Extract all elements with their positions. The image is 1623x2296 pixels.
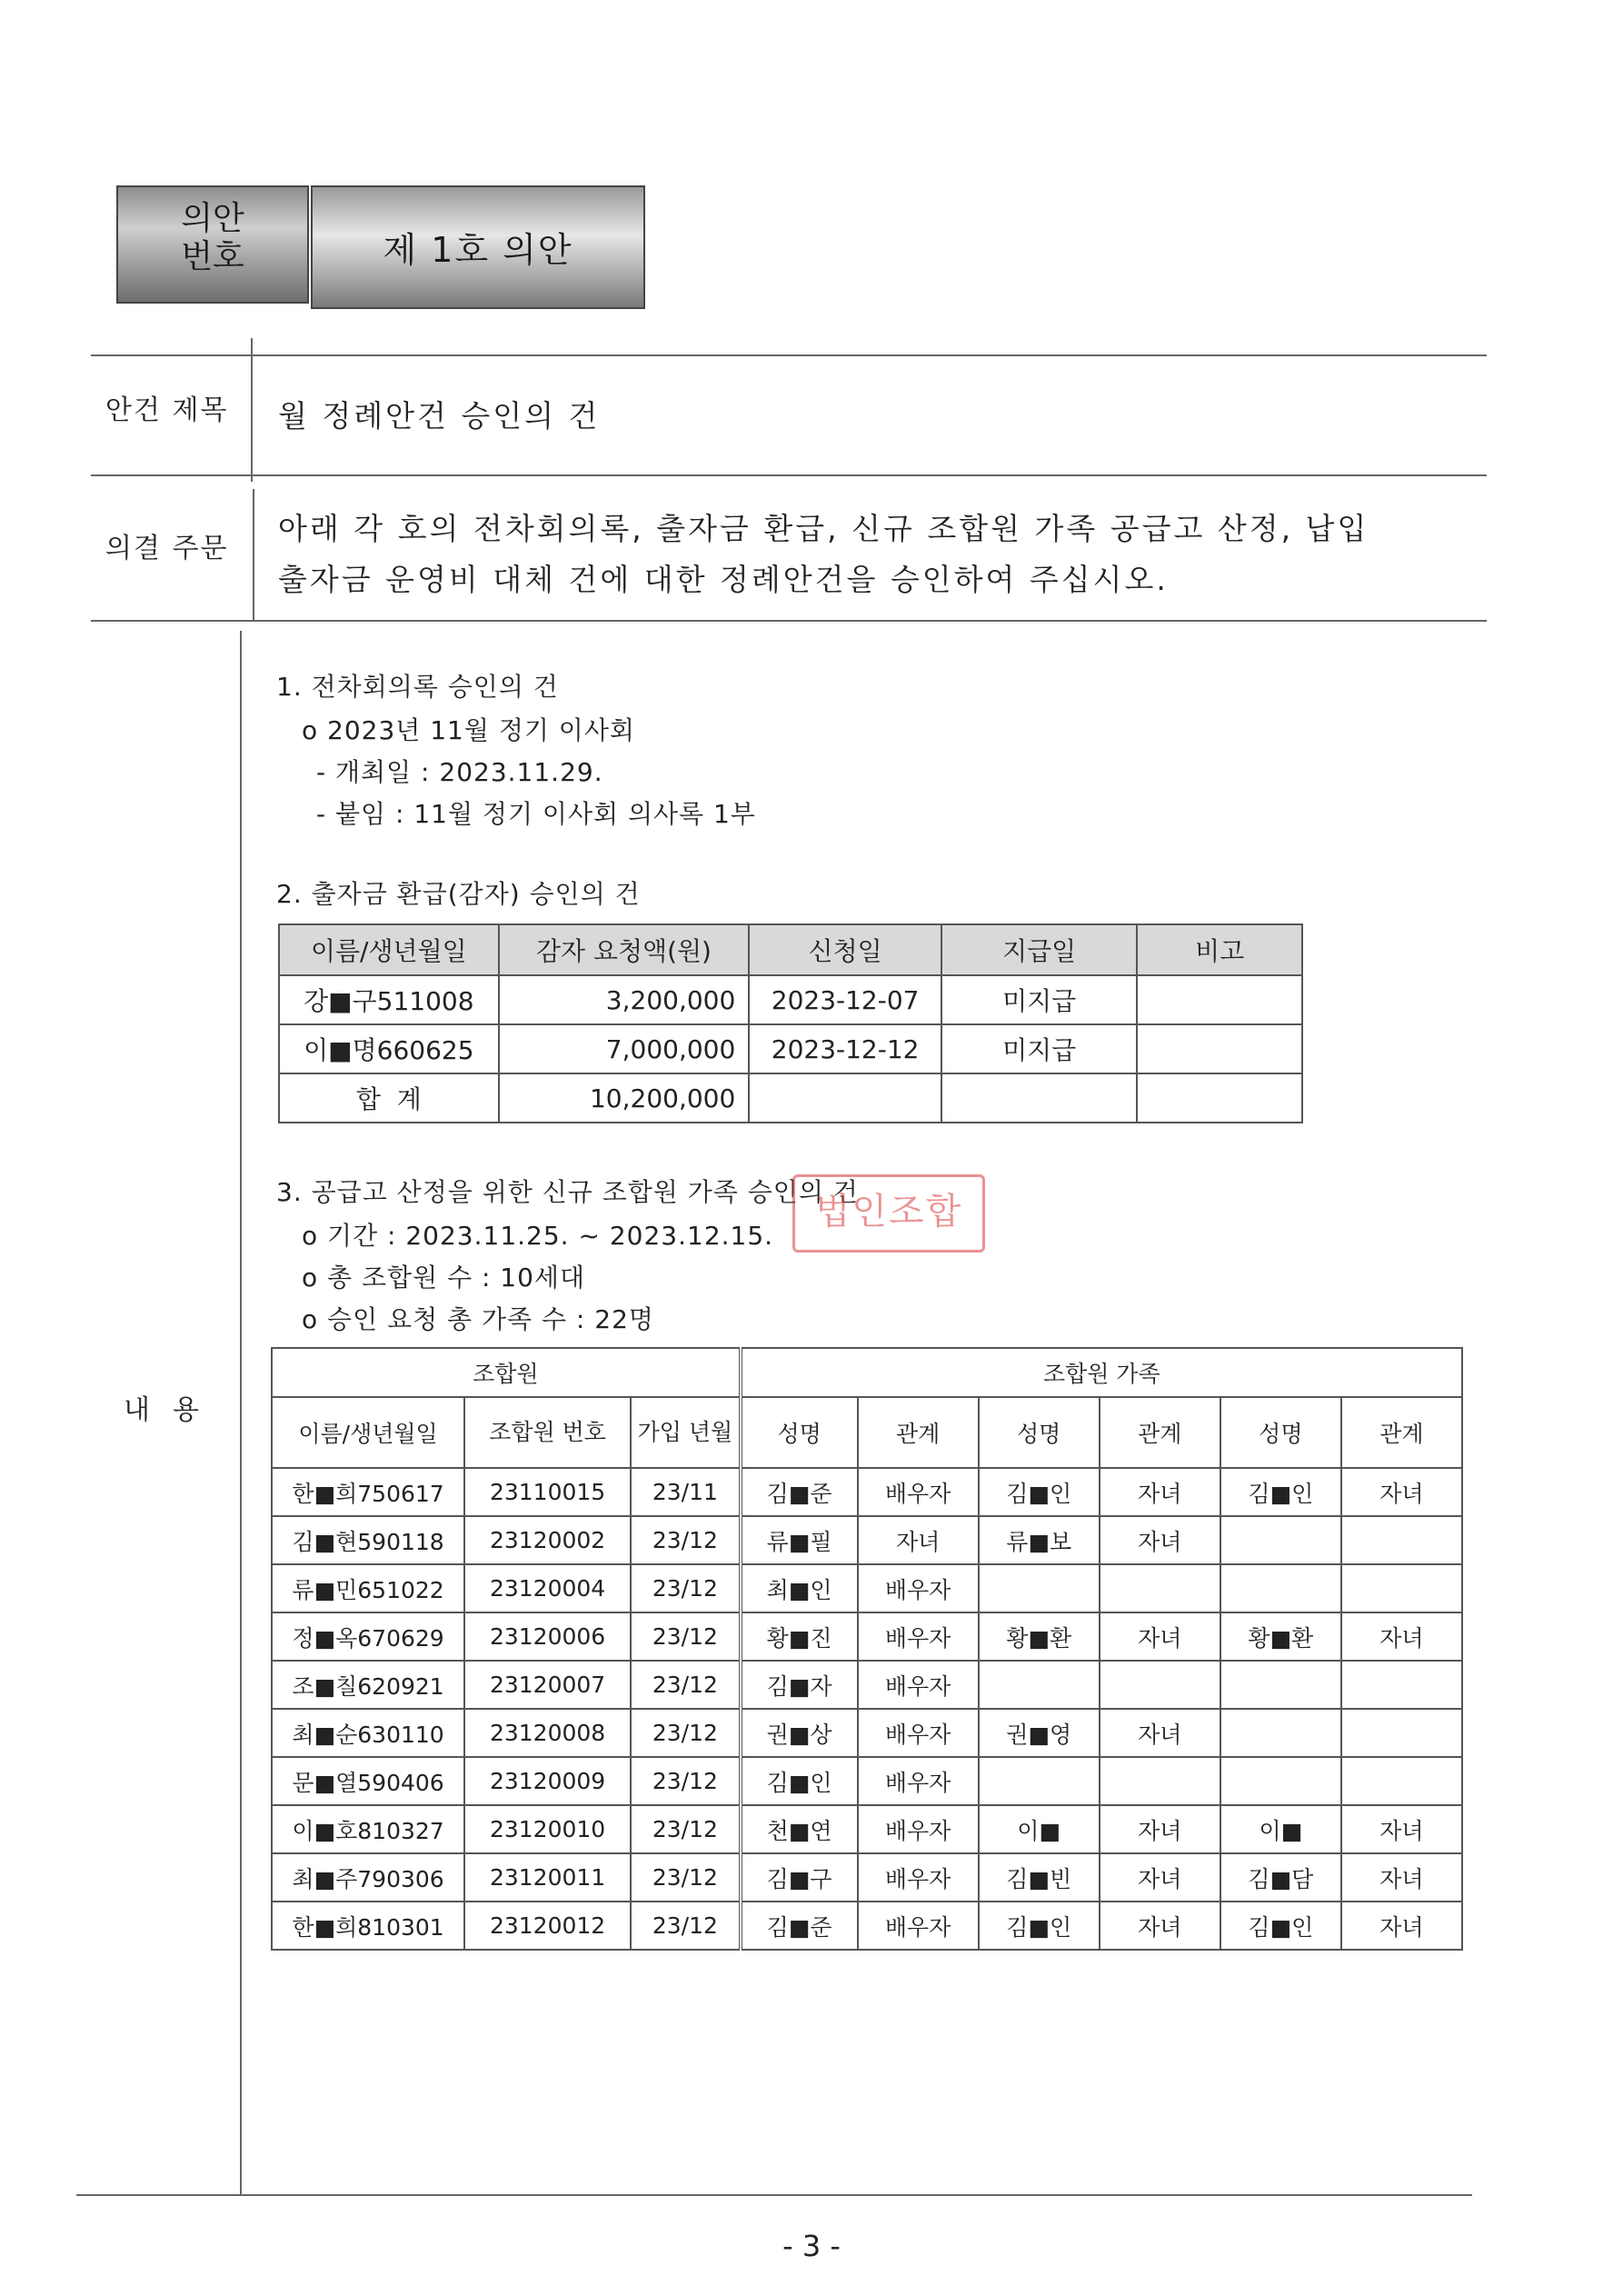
refund-table-header <box>279 924 1302 975</box>
family-cell: 황■진 <box>741 1612 858 1661</box>
refund-total-label: 합 계 <box>279 1073 499 1123</box>
family-cell <box>1100 1661 1220 1709</box>
resolution-label: 의결 주문 <box>105 533 229 564</box>
section1-date: - 개최일 : 2023.11.29. <box>316 757 603 787</box>
title-label: 안건 제목 <box>105 394 229 426</box>
resolution-line1: 아래 각 호의 전차회의록, 출자금 환급, 신규 조합원 가족 공급고 산정, 납입 <box>278 511 1369 546</box>
section1-item: o 2023년 11월 정기 이사회 <box>302 715 635 745</box>
table-row <box>279 1024 1302 1073</box>
content-label: 내 용 <box>124 1394 202 1426</box>
refund-cell <box>749 1073 941 1123</box>
member-cell: 23/12 <box>631 1805 741 1853</box>
table-row <box>272 1564 1462 1612</box>
family-cell <box>979 1757 1100 1805</box>
member-cell: 23/12 <box>631 1564 741 1612</box>
family-cell: 천■연 <box>741 1805 858 1853</box>
family-cell: 자녀 <box>1341 1612 1462 1661</box>
family-cell: 류■보 <box>979 1516 1100 1564</box>
family-cell: 배우자 <box>858 1564 979 1612</box>
family-cell <box>979 1564 1100 1612</box>
member-table-group-header <box>272 1348 1462 1397</box>
family-cell: 배우자 <box>858 1661 979 1709</box>
group-family-header: 조합원 가족 <box>741 1348 1462 1397</box>
family-cell <box>1220 1709 1341 1757</box>
family-cell: 김■인 <box>1220 1902 1341 1950</box>
family-cell: 배우자 <box>858 1612 979 1661</box>
agenda-number-label-line2: 번호 <box>181 238 244 275</box>
section3-heading: 3. 공급고 산정을 위한 신규 조합원 가족 승인의 건 <box>276 1177 859 1207</box>
page-number: - 3 - <box>782 2229 841 2263</box>
family-cell <box>1100 1564 1220 1612</box>
member-table-header <box>272 1397 1462 1468</box>
member-cell: 23120006 <box>464 1612 631 1661</box>
table-row <box>272 1709 1462 1757</box>
refund-cell <box>1137 1073 1302 1123</box>
family-cell <box>1220 1564 1341 1612</box>
table-row <box>272 1612 1462 1661</box>
member-cell: 23/11 <box>631 1468 741 1516</box>
table-row <box>272 1757 1462 1805</box>
member-cell: 한■희810301 <box>272 1902 464 1950</box>
family-header-name: 성명 <box>1220 1397 1341 1468</box>
family-header-relation: 관계 <box>858 1397 979 1468</box>
refund-header-name: 이름/생년월일 <box>279 924 499 975</box>
family-header-name: 성명 <box>741 1397 858 1468</box>
family-cell: 황■환 <box>979 1612 1100 1661</box>
member-table-body <box>272 1468 1462 1950</box>
member-cell: 23120007 <box>464 1661 631 1709</box>
family-cell <box>979 1661 1100 1709</box>
family-cell: 김■자 <box>741 1661 858 1709</box>
family-cell <box>1341 1757 1462 1805</box>
family-cell: 자녀 <box>1100 1709 1220 1757</box>
refund-cell <box>941 1073 1137 1123</box>
family-cell <box>1341 1661 1462 1709</box>
family-cell: 김■인 <box>741 1757 858 1805</box>
family-cell: 황■환 <box>1220 1612 1341 1661</box>
refund-cell: 3,200,000 <box>499 975 750 1024</box>
title-value: 월 정례안건 승인의 건 <box>278 398 601 434</box>
table-row <box>279 975 1302 1024</box>
divider-top <box>91 354 1487 356</box>
refund-cell: 이■명660625 <box>279 1024 499 1073</box>
table-row <box>272 1805 1462 1853</box>
section2-heading: 2. 출자금 환급(감자) 승인의 건 <box>276 879 641 909</box>
member-cell: 이■호810327 <box>272 1805 464 1853</box>
agenda-number-value: 제 1호 의안 <box>383 230 573 270</box>
divider-resolution <box>91 620 1487 622</box>
member-cell: 23120004 <box>464 1564 631 1612</box>
member-family-table <box>271 1347 1463 1951</box>
refund-cell: 7,000,000 <box>499 1024 750 1073</box>
section3-period: o 기간 : 2023.11.25. ~ 2023.12.15. <box>302 1221 774 1251</box>
member-cell: 23/12 <box>631 1661 741 1709</box>
family-cell: 배우자 <box>858 1805 979 1853</box>
column-divider-content <box>240 631 242 2194</box>
family-cell: 김■인 <box>979 1902 1100 1950</box>
member-cell: 23/12 <box>631 1612 741 1661</box>
section1-heading: 1. 전차회의록 승인의 건 <box>276 672 559 702</box>
family-cell: 자녀 <box>1100 1612 1220 1661</box>
family-cell <box>1100 1757 1220 1805</box>
member-cell: 23/12 <box>631 1709 741 1757</box>
member-cell: 류■민651022 <box>272 1564 464 1612</box>
family-header-relation: 관계 <box>1341 1397 1462 1468</box>
member-cell: 23/12 <box>631 1516 741 1564</box>
table-row <box>272 1902 1462 1950</box>
member-cell: 23120009 <box>464 1757 631 1805</box>
family-cell: 자녀 <box>1100 1468 1220 1516</box>
column-divider-title <box>251 338 253 482</box>
member-cell: 조■칠620921 <box>272 1661 464 1709</box>
family-cell: 자녀 <box>1100 1516 1220 1564</box>
family-cell <box>1220 1757 1341 1805</box>
agenda-number-label-line1: 의안 <box>181 200 244 237</box>
table-row <box>272 1853 1462 1902</box>
refund-cell: 미지급 <box>941 1024 1137 1073</box>
divider-title <box>91 474 1487 476</box>
family-cell: 배우자 <box>858 1709 979 1757</box>
section1-attachment: - 붙임 : 11월 정기 이사회 의사록 1부 <box>316 799 756 829</box>
section3-members-count: o 총 조합원 수 : 10세대 <box>302 1263 586 1293</box>
family-cell: 자녀 <box>1100 1853 1220 1902</box>
family-cell: 최■인 <box>741 1564 858 1612</box>
family-cell: 배우자 <box>858 1853 979 1902</box>
table-row <box>272 1516 1462 1564</box>
family-cell: 자녀 <box>1341 1805 1462 1853</box>
family-cell: 배우자 <box>858 1902 979 1950</box>
member-cell: 23120008 <box>464 1709 631 1757</box>
refund-cell <box>1137 1024 1302 1073</box>
family-cell <box>1341 1709 1462 1757</box>
family-cell <box>1220 1661 1341 1709</box>
refund-total-value: 10,200,000 <box>499 1073 750 1123</box>
family-cell: 김■빈 <box>979 1853 1100 1902</box>
family-cell: 김■준 <box>741 1902 858 1950</box>
family-cell <box>1341 1516 1462 1564</box>
family-header-relation: 관계 <box>1100 1397 1220 1468</box>
family-header-name: 성명 <box>979 1397 1100 1468</box>
column-divider-resolution <box>253 489 254 622</box>
family-cell: 이■ <box>979 1805 1100 1853</box>
divider-bottom <box>76 2194 1472 2196</box>
section3-family-count: o 승인 요청 총 가족 수 : 22명 <box>302 1304 654 1334</box>
corporate-seal-stamp: 법인조합 <box>792 1174 985 1253</box>
member-cell: 23120010 <box>464 1805 631 1853</box>
family-cell: 자녀 <box>1341 1853 1462 1902</box>
family-cell: 배우자 <box>858 1757 979 1805</box>
refund-header-note: 비고 <box>1137 924 1302 975</box>
refund-cell: 미지급 <box>941 975 1137 1024</box>
member-header-name: 이름/생년월일 <box>272 1397 464 1468</box>
family-cell <box>1341 1564 1462 1612</box>
member-cell: 한■희750617 <box>272 1468 464 1516</box>
table-row <box>272 1468 1462 1516</box>
family-cell: 자녀 <box>1341 1468 1462 1516</box>
agenda-number-label <box>116 200 309 276</box>
family-cell: 김■인 <box>979 1468 1100 1516</box>
member-cell: 23110015 <box>464 1468 631 1516</box>
refund-cell: 2023-12-12 <box>749 1024 941 1073</box>
family-cell: 자녀 <box>1100 1902 1220 1950</box>
member-cell: 최■주790306 <box>272 1853 464 1902</box>
member-header-join: 가입 년월 <box>631 1397 741 1468</box>
refund-table <box>278 923 1303 1123</box>
refund-header-request-date: 신청일 <box>749 924 941 975</box>
member-cell: 23120011 <box>464 1853 631 1902</box>
member-cell: 23120002 <box>464 1516 631 1564</box>
family-cell: 류■필 <box>741 1516 858 1564</box>
family-cell: 김■담 <box>1220 1853 1341 1902</box>
resolution-line2: 출자금 운영비 대체 건에 대한 정례안건을 승인하여 주십시오. <box>278 562 1169 597</box>
family-cell: 배우자 <box>858 1468 979 1516</box>
group-member-header: 조합원 <box>272 1348 741 1397</box>
family-cell <box>1220 1516 1341 1564</box>
member-cell: 23120012 <box>464 1902 631 1950</box>
member-cell: 23/12 <box>631 1902 741 1950</box>
family-cell: 자녀 <box>1100 1805 1220 1853</box>
family-cell: 자녀 <box>1341 1902 1462 1950</box>
family-cell: 김■준 <box>741 1468 858 1516</box>
member-cell: 김■현590118 <box>272 1516 464 1564</box>
refund-cell <box>1137 975 1302 1024</box>
family-cell: 이■ <box>1220 1805 1341 1853</box>
refund-cell: 강■구511008 <box>279 975 499 1024</box>
member-cell: 문■열590406 <box>272 1757 464 1805</box>
member-header-number: 조합원 번호 <box>464 1397 631 1468</box>
refund-total-row <box>279 1073 1302 1123</box>
family-cell: 자녀 <box>858 1516 979 1564</box>
member-cell: 23/12 <box>631 1853 741 1902</box>
refund-header-amount: 감자 요청액(원) <box>499 924 750 975</box>
member-cell: 최■순630110 <box>272 1709 464 1757</box>
family-cell: 권■영 <box>979 1709 1100 1757</box>
member-cell: 정■옥670629 <box>272 1612 464 1661</box>
table-row <box>272 1661 1462 1709</box>
refund-cell: 2023-12-07 <box>749 975 941 1024</box>
refund-header-pay-date: 지급일 <box>941 924 1137 975</box>
family-cell: 권■상 <box>741 1709 858 1757</box>
member-cell: 23/12 <box>631 1757 741 1805</box>
family-cell: 김■인 <box>1220 1468 1341 1516</box>
family-cell: 김■구 <box>741 1853 858 1902</box>
